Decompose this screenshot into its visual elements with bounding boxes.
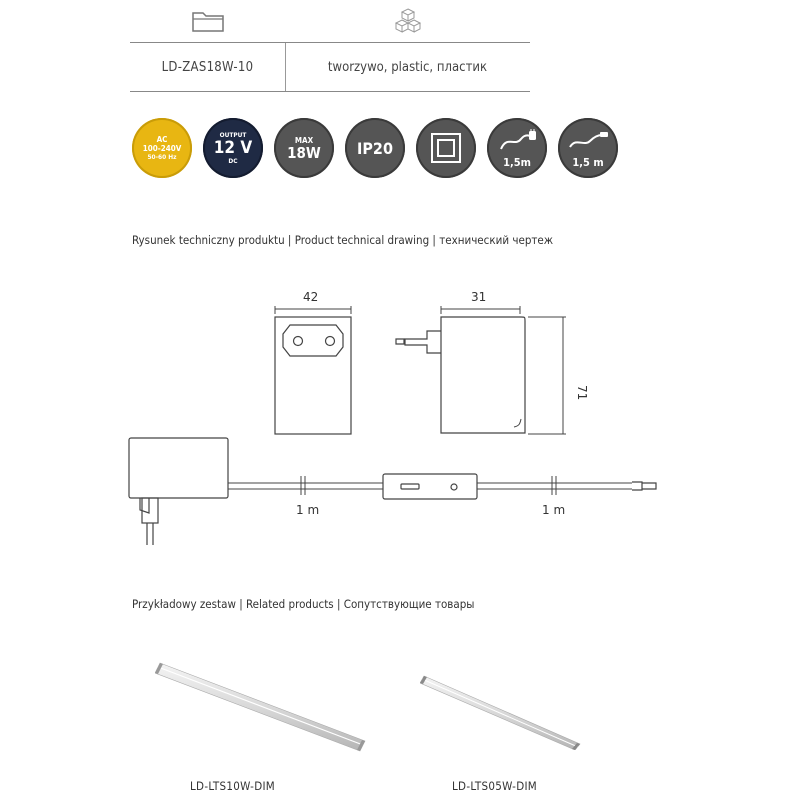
drawing-section-title: Rysunek techniczny produktu | Product technical drawing | технический чертеж <box>132 233 554 247</box>
header-spec-row <box>130 43 530 91</box>
header-icon-row <box>130 0 530 42</box>
header-icon-cell-folder <box>130 0 285 42</box>
material-text: tworzywo, plastic, пластик <box>327 59 488 75</box>
max-badge-title: MAX <box>294 135 314 145</box>
class2-badge <box>416 118 476 178</box>
header-column-separator <box>285 43 286 91</box>
ip-badge-label: IP20 <box>357 138 393 158</box>
front-view <box>275 306 351 434</box>
folder-icon <box>191 9 225 33</box>
output-badge-title: OUTPUT <box>219 131 247 139</box>
adapter-cable-view <box>129 438 656 545</box>
cable-length-label-2: 1 m <box>542 503 566 517</box>
ac-badge-title: AC <box>156 135 168 144</box>
max-power-badge <box>274 118 334 178</box>
output-cable-badge <box>558 118 618 178</box>
related-section-title: Przykładowy zestaw | Related products | Сопутствующие товары <box>132 597 475 611</box>
ac-input-badge <box>132 118 192 178</box>
technical-drawing <box>0 270 800 560</box>
product-image-lts05w[interactable] <box>420 670 590 750</box>
ip-rating-badge <box>345 118 405 178</box>
header-icon-cell-cubes <box>285 0 530 42</box>
ac-badge-voltage: 100-240V <box>142 144 182 153</box>
product-name-lts05w[interactable]: LD-LTS05W-DIM <box>452 779 538 793</box>
max-badge-power: 18W <box>287 143 321 162</box>
height-dimension: 71 <box>575 385 589 401</box>
spec-badges <box>132 118 618 178</box>
product-name-lts10w[interactable]: LD-LTS10W-DIM <box>190 779 276 793</box>
cubes-icon <box>393 7 423 35</box>
ac-badge-frequency: 50-60 Hz <box>147 153 177 161</box>
output-badge-voltage: 12 V <box>213 138 253 158</box>
product-image-lts10w[interactable] <box>155 655 375 755</box>
cable-length-label-1: 1 m <box>296 503 320 517</box>
output-cable-length: 1,5 m <box>572 156 604 169</box>
output-badge-type: DC <box>228 157 238 165</box>
input-cable-badge <box>487 118 547 178</box>
cable-connector-icon <box>566 127 610 157</box>
output-voltage-badge <box>203 118 263 178</box>
model-number: LD-ZAS18W-10 <box>161 59 254 75</box>
header-divider-bottom <box>130 91 530 92</box>
input-cable-length: 1,5m <box>503 156 531 169</box>
front-width-dimension: 42 <box>303 290 319 304</box>
side-width-dimension: 31 <box>471 290 487 304</box>
double-insulation-icon <box>431 133 461 163</box>
side-view <box>396 306 566 434</box>
cable-plug-icon <box>495 127 539 157</box>
